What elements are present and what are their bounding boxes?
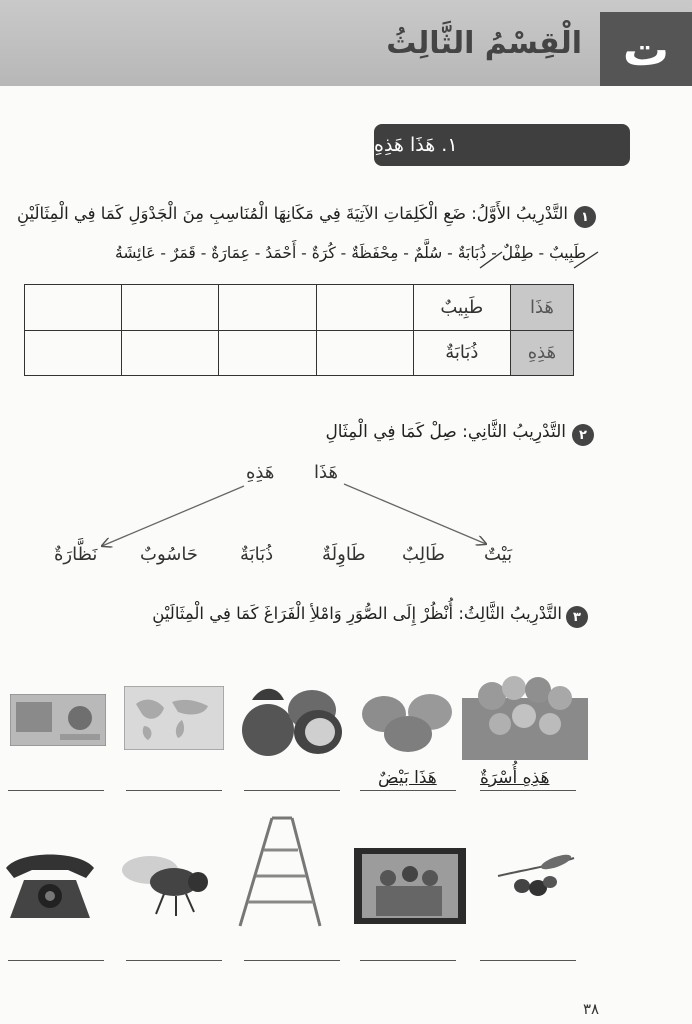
- exercise1-instruction: التَّدْرِيبُ الأَوَّلُ: ضَعِ الْكَلِمَاتِ الآتِيَةَ فِي مَكَانِهَا الْمُنَاسِبِ مِنَ الْجَدْوَلِ كَمَا فِي الْمِثَالَيْنِ: [16, 204, 568, 223]
- banknote-image: [10, 694, 106, 746]
- example-cell: طَبِيبٌ: [413, 285, 510, 331]
- figs-image: [238, 680, 348, 760]
- blank-cell[interactable]: [316, 285, 413, 331]
- blank-cell[interactable]: [316, 330, 413, 376]
- olives-image: [494, 852, 578, 908]
- arrow-hatha-to-bayt: [344, 484, 486, 544]
- ladder-image: [236, 814, 326, 928]
- answer-line[interactable]: [360, 790, 456, 791]
- exercise1-table: [24, 284, 574, 376]
- blank-cell[interactable]: [122, 330, 219, 376]
- lesson-title-pill: [374, 124, 630, 166]
- blank-cell[interactable]: [122, 285, 219, 331]
- word-hathihi: هَذِهِ: [246, 462, 275, 483]
- row-label-hatha: هَذَا: [510, 285, 573, 331]
- word-hatha: هَذَا: [314, 462, 338, 483]
- blank-cell[interactable]: [219, 285, 316, 331]
- word-tawila: طَاوِلَةٌ: [322, 544, 366, 565]
- lesson-title: ١. هَذَا هَذِهِ: [374, 134, 458, 156]
- exercise2-instruction: التَّدْرِيبُ الثَّانِي: صِلْ كَمَا فِي الْمِثَالِ: [325, 422, 566, 442]
- fly-image: [120, 842, 220, 918]
- section-letter: ت: [622, 22, 670, 76]
- strike-mark-icon-2: [478, 248, 504, 272]
- world-map-image: [124, 686, 224, 750]
- answer-line[interactable]: [244, 790, 340, 791]
- family-image: [462, 668, 588, 760]
- arrow-hathihi-to-nazzara: [102, 486, 244, 546]
- exercise1-word-list: طَبِيبٌ - طِفْلٌ - ذُبَابَةٌ - سُلَّمٌ - مِحْفَظَةٌ - كُرَةٌ - أَحْمَدُ - عِمَارَةٌ - قَمَرٌ - عَائِشَةُ: [115, 244, 586, 262]
- table-row: [25, 285, 574, 331]
- word-bayt: بَيْتٌ: [484, 544, 513, 565]
- family-photo-image: [354, 848, 466, 924]
- word-hasub: حَاسُوبٌ: [140, 544, 198, 565]
- caption-eggs: هَذَا بَيْضٌ: [378, 768, 437, 788]
- answer-line[interactable]: [244, 960, 340, 961]
- answer-line[interactable]: [126, 790, 222, 791]
- page-number: ٣٨: [583, 1000, 600, 1018]
- example-cell: ذُبَابَةٌ: [413, 330, 510, 376]
- word-talib: طَالِبٌ: [402, 544, 445, 565]
- answer-line[interactable]: [126, 960, 222, 961]
- blank-cell[interactable]: [25, 285, 122, 331]
- exercise3-instruction: التَّدْرِيبُ الثَّالِثُ: أُنْظُرْ إِلَى الصُّوَرِ وَامْلأِ الْفَرَاغَ كَمَا فِي الْمِثَالَيْنِ: [152, 604, 562, 623]
- exercise3-number-badge: ٣: [566, 606, 588, 628]
- telephone-image: [0, 846, 100, 922]
- table-row: [25, 330, 574, 376]
- strike-mark-icon: [572, 248, 600, 272]
- answer-line[interactable]: [480, 960, 576, 961]
- word-nazzara: نَظَّارَةٌ: [54, 544, 98, 565]
- answer-line[interactable]: [480, 790, 576, 791]
- exercise2-number-badge: ٢: [572, 424, 594, 446]
- caption-family: هَذِهِ أُسْرَةٌ: [480, 768, 550, 788]
- answer-line[interactable]: [8, 960, 104, 961]
- answer-line[interactable]: [8, 790, 104, 791]
- header-band: [0, 0, 692, 86]
- section-letter-box: [600, 12, 692, 86]
- eggs-image: [358, 686, 458, 756]
- exercise1-number-badge: ١: [574, 206, 596, 228]
- blank-cell[interactable]: [219, 330, 316, 376]
- row-label-hathihi: هَذِهِ: [510, 330, 573, 376]
- blank-cell[interactable]: [25, 330, 122, 376]
- word-dhubaba: ذُبَابَةٌ: [240, 544, 274, 565]
- section-title: الْقِسْمُ الثَّالِثُ: [386, 26, 582, 61]
- answer-line[interactable]: [360, 960, 456, 961]
